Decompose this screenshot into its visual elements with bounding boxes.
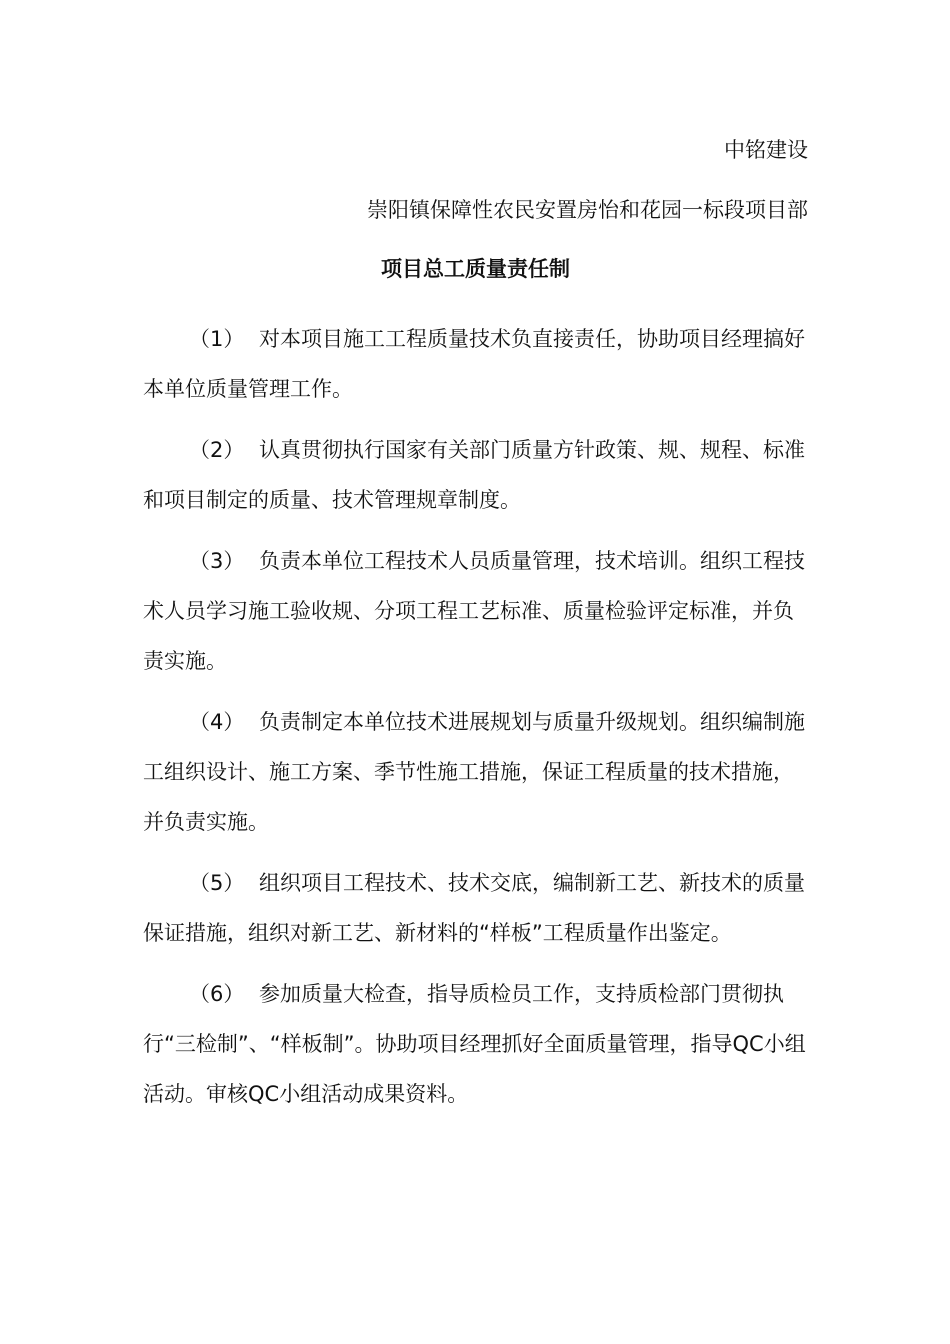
clause-number: （2） [189,438,245,462]
document-title: 项目总工质量责任制 [381,257,570,281]
clause-text: 认真贯彻执行国家有关部门质量方针政策、规、规程、标准和项目制定的质量、技术管理规章制度。 [143,438,805,512]
clause-text: 负责制定本单位技术进展规划与质量升级规划。组织编制施工组织设计、施工方案、季节性施工措施，保证工程质量的技术措施，并负责实施。 [143,710,805,834]
clause-number: （6） [189,982,245,1006]
project-department: 崇阳镇保障性农民安置房怡和花园一标段项目部 [367,198,808,222]
clause-item [143,536,808,686]
clause-text: 参加质量大检查，指导质检员工作，支持质检部门贯彻执行“三检制”、“样板制”。协助项目经理抓好全面质量管理，指导QC小组活动。审核QC小组活动成果资料。 [143,982,806,1106]
company-name: 中铭建设 [724,138,808,162]
clause-text: 组织项目工程技术、技术交底，编制新工艺、新技术的质量保证措施，组织对新工艺、新材料的“样板”工程质量作出鉴定。 [143,871,805,945]
clause-number: （1） [189,327,245,351]
clause-number: （5） [189,871,245,895]
clause-item [143,969,808,1119]
clause-item [143,425,808,525]
clause-item [143,858,808,958]
clause-list [143,314,808,1119]
clause-number: （4） [189,710,245,734]
clause-text: 负责本单位工程技术人员质量管理，技术培训。组织工程技术人员学习施工验收规、分项工程工艺标准、质量检验评定标准，并负责实施。 [143,549,805,673]
clause-item [143,697,808,847]
clause-item [143,314,808,414]
document-page [143,128,808,1130]
clause-text: 对本项目施工工程质量技术负直接责任，协助项目经理搞好本单位质量管理工作。 [143,327,805,401]
clause-number: （3） [189,549,245,573]
